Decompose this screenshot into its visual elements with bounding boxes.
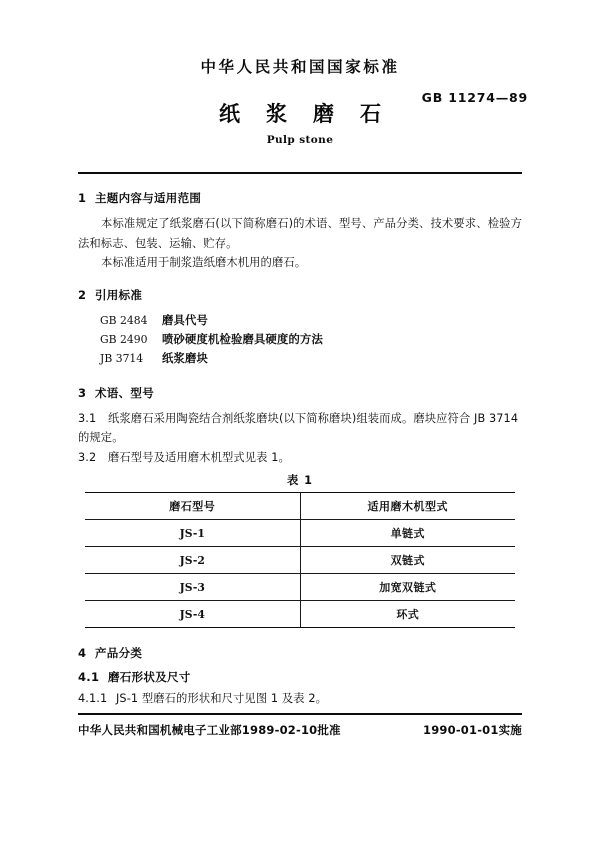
section-1-number: 1: [78, 191, 87, 205]
clause-3-2-number: 3.2: [78, 450, 97, 464]
standard-number: GB 11274—89: [421, 90, 528, 105]
section-1-heading: [78, 190, 522, 206]
reference-code: GB 2484: [100, 313, 148, 327]
list-item: [78, 349, 522, 368]
section-1-paragraph-2: 本标准适用于制浆造纸磨木机用的磨石。: [101, 256, 307, 269]
english-subtitle: Pulp stone: [266, 134, 334, 146]
issuing-organization: 中华人民共和国国家标准: [200, 58, 400, 76]
reference-name: 喷砂硬度机检验磨具硬度的方法: [162, 332, 323, 346]
reference-name: 纸浆磨块: [162, 351, 208, 365]
clause-3-2-text: 磨石型号及适用磨木机型式见表 1。: [108, 450, 290, 464]
cell-model: JS-3: [85, 574, 300, 601]
column-header-model: 磨石型号: [85, 493, 300, 520]
referenced-standards-list: [78, 311, 522, 368]
table-row: [85, 574, 515, 601]
clause-3-1-number: 3.1: [78, 411, 97, 425]
page-footer: [78, 722, 522, 742]
column-header-machine-type: 适用磨木机型式: [300, 493, 515, 520]
cell-machine-type: 环式: [300, 601, 515, 628]
table-1: [85, 492, 515, 628]
clause-3-1-text: 纸浆磨石采用陶瓷结合剂纸浆磨块(以下简称磨块)组装而成。磨块应符合 JB 3714 的规定。: [78, 411, 519, 444]
table-row: [85, 520, 515, 547]
implementation-date: 1990-01-01实施: [423, 723, 522, 737]
section-3-heading: [78, 385, 522, 401]
table-1-caption: 表 1: [286, 474, 314, 487]
section-1-paragraph-1: 本标准规定了纸浆磨石(以下简称磨石)的术语、型号、产品分类、技术要求、检验方法和标志、包装、运输、贮存。: [78, 217, 522, 250]
clause-4-1-number: 4.1: [78, 670, 100, 684]
page-title: 纸浆磨石: [219, 102, 407, 126]
section-4-heading: [78, 645, 522, 661]
clause-4-1-title: 磨石形状及尺寸: [108, 670, 191, 684]
section-4-title: 产品分类: [95, 646, 143, 660]
reference-code: JB 3714: [100, 351, 144, 365]
cell-model: JS-1: [85, 520, 300, 547]
section-3-title: 术语、型号: [95, 385, 154, 400]
table-row: [85, 601, 515, 628]
section-3-number: 3: [78, 385, 87, 400]
clause-3-2: [78, 448, 522, 468]
reference-code: GB 2490: [100, 332, 148, 346]
section-4-number: 4: [78, 646, 87, 660]
clause-3-1: [78, 409, 522, 448]
table-row: [85, 547, 515, 574]
cell-machine-type: 单链式: [300, 520, 515, 547]
reference-name: 磨具代号: [162, 313, 208, 327]
cell-model: JS-2: [85, 547, 300, 574]
clause-4-1-1: [78, 689, 522, 709]
clause-4-1-1-text: JS-1 型磨石的形状和尺寸见图 1 及表 2。: [116, 692, 328, 705]
document-body: [78, 190, 522, 709]
clause-4-1-1-number: 4.1.1: [78, 692, 108, 705]
cell-model: JS-4: [85, 601, 300, 628]
approval-statement: 中华人民共和国机械电子工业部1989-02-10批准: [78, 723, 341, 737]
table-header-row: [85, 493, 515, 520]
header-divider: [78, 172, 522, 174]
section-2-heading: [78, 287, 522, 303]
cell-machine-type: 双链式: [300, 547, 515, 574]
section-2-number: 2: [78, 287, 87, 302]
cell-machine-type: 加宽双链式: [300, 574, 515, 601]
clause-4-1-heading: [78, 669, 522, 685]
section-2-title: 引用标准: [95, 287, 143, 302]
list-item: [78, 311, 522, 330]
list-item: [78, 330, 522, 349]
footer-divider: [78, 713, 522, 715]
section-1-title: 主题内容与适用范围: [95, 191, 202, 205]
